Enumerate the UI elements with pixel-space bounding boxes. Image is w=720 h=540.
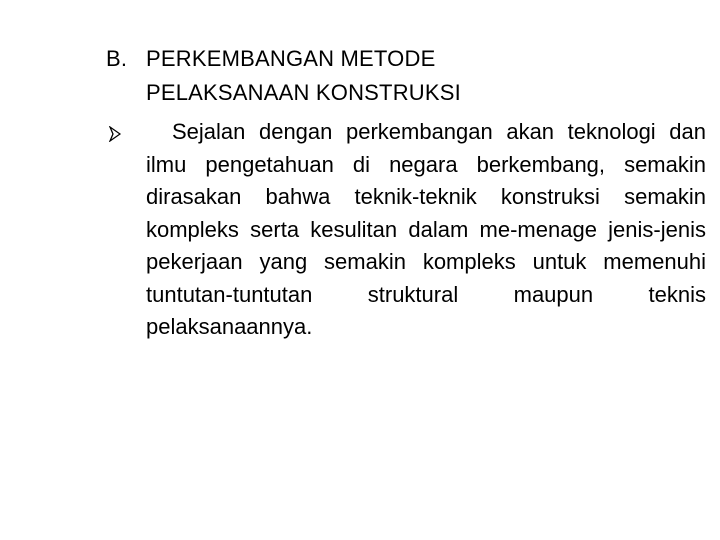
- arrow-bullet-icon: [108, 126, 122, 142]
- section-label: B.: [106, 46, 128, 71]
- bullet-paragraph: Sejalan dengan perkembangan akan teknologi dan ilmu pengetahuan di negara berkembang, semakin dirasakan bahwa teknik-teknik konstruksi semakin kompleks serta kesulitan dalam me-menage jenis-jenis pekerjaan yang semakin kompleks untuk memenuhi tuntutan-tuntutan struktural maupun teknis pelaksanaannya.: [146, 119, 706, 339]
- section-heading: [106, 42, 461, 110]
- heading-line-1: PERKEMBANGAN METODE: [146, 46, 436, 71]
- heading-line-2: PELAKSANAAN KONSTRUKSI: [146, 80, 461, 105]
